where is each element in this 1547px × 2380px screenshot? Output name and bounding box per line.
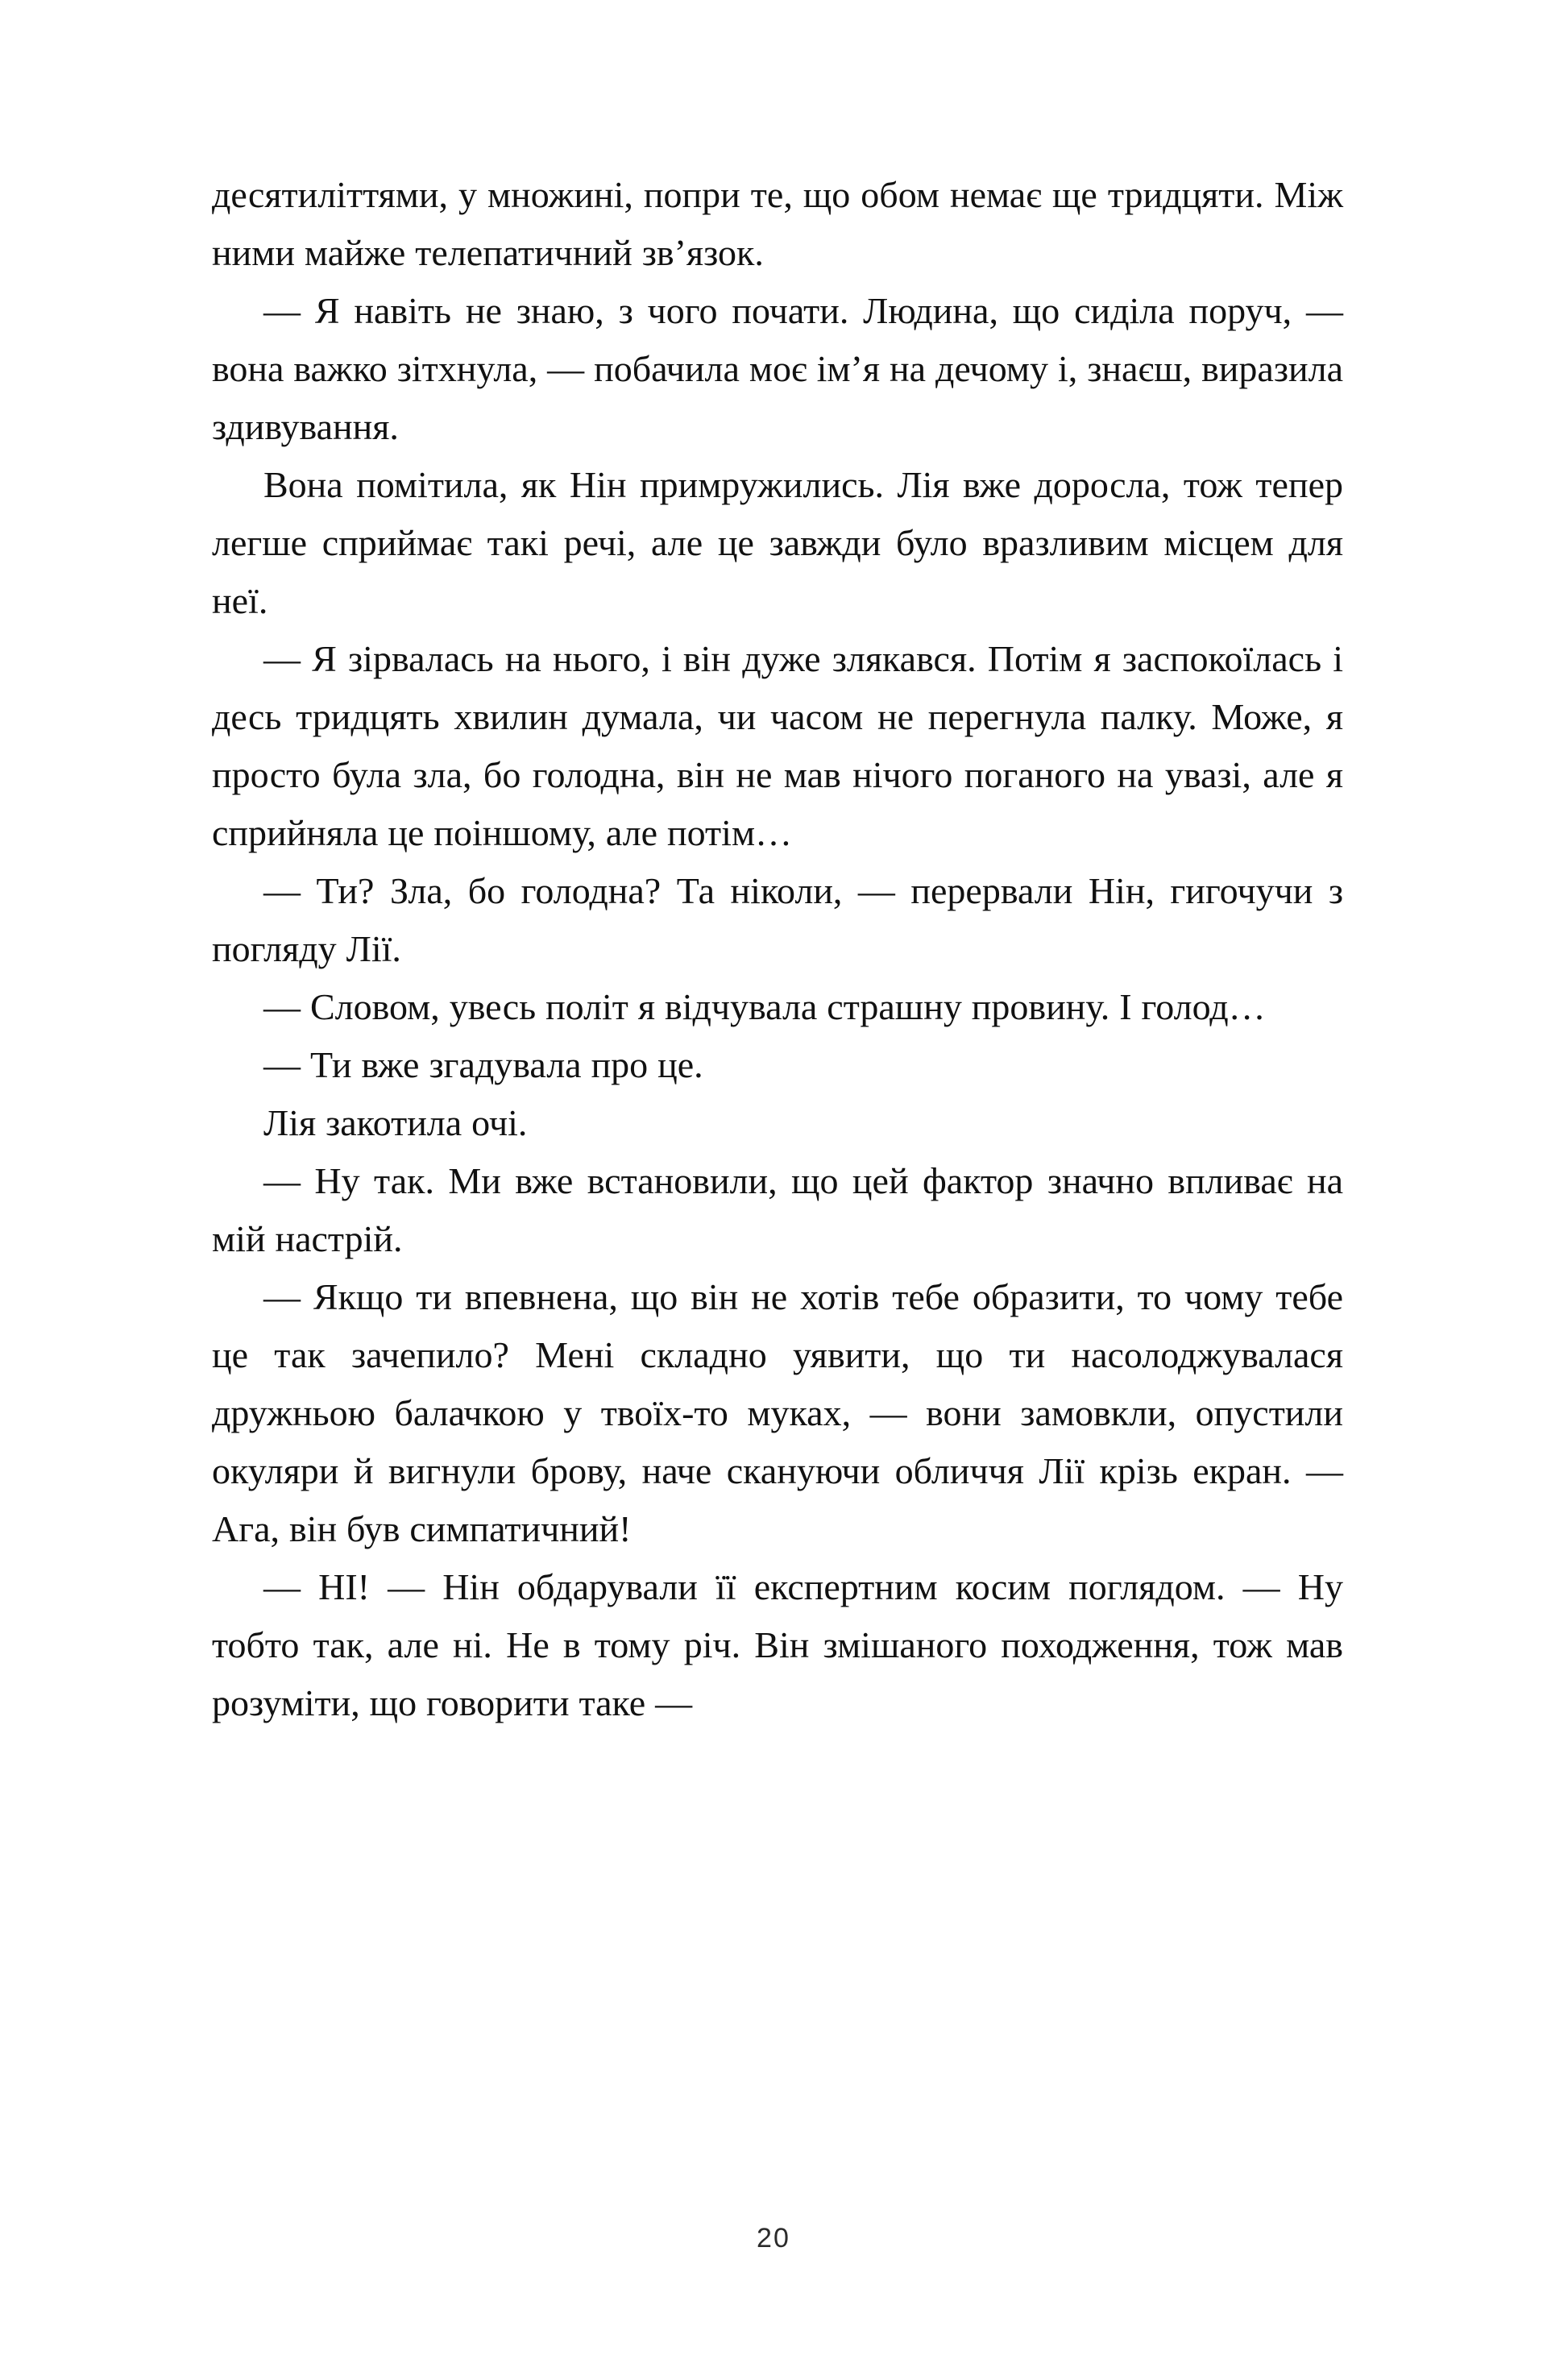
paragraph-dialogue: — Ти вже згадувала про це. [263,1044,703,1085]
paragraph: десятиліттями, у множині, попри те, що обом немає ще тридцяти. Між ними майже телепатичний звʼязок. [212,174,1343,273]
paragraph-dialogue: — Якщо ти впевнена, що він не хотів тебе образити, то чому тебе це так зачепило? Мені складно уявити, що ти насолоджувалася дружньою балачкою у твоїх-то муках, — вони замовкли, опустили окуляри й вигнули брову, наче скануючи обличчя Лії крізь екран. — Ага, він був симпатичний! [212,1276,1343,1549]
paragraph-dialogue: — Ти? Зла, бо голодна? Та ніколи, — перервали Нін, гигочучи з погляду Лії. [212,870,1343,969]
paragraph-dialogue: — НІ! — Нін обдарували її експертним косим поглядом. — Ну тобто так, але ні. Не в тому річ. Він змішаного походження, тож мав розуміти, що говорити таке — [212,1566,1343,1723]
paragraph: Вона помітила, як Нін примружились. Лія вже доросла, тож тепер легше сприймає такі речі, але це завжди було вразливим місцем для неї. [212,464,1343,621]
paragraph-dialogue: — Ну так. Ми вже встановили, що цей фактор значно впливає на мій настрій. [212,1160,1343,1259]
page-text-block [212,166,1343,1732]
paragraph: Лія закотила очі. [263,1102,528,1143]
page-number: 20 [757,2223,790,2254]
paragraph-dialogue: — Словом, увесь політ я відчувала страшну провину. І голод… [263,986,1266,1027]
paragraph-dialogue: — Я навіть не знаю, з чого почати. Людина, що сиділа поруч, — вона важко зітхнула, — побачила моє імʼя на дечому і, знаєш, виразила здивування. [212,290,1343,447]
paragraph-dialogue: — Я зірвалась на нього, і він дуже злякався. Потім я заспокоїлась і десь тридцять хвилин думала, чи часом не перегнула палку. Може, я просто була зла, бо голодна, він не мав нічого поганого на увазі, але я сприйняла це поіншому, але потім… [212,638,1343,853]
